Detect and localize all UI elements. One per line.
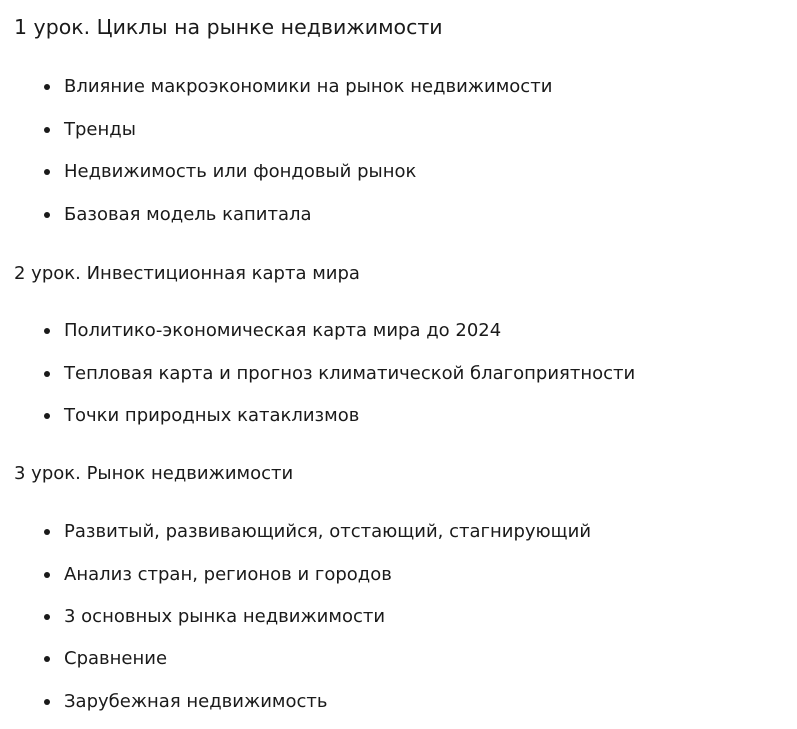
list-item [44,402,359,430]
bullet-icon [44,371,50,377]
list-item-text: Тренды [64,119,136,140]
bullet-icon [44,699,50,705]
list-item [44,645,167,673]
list-item-text: Сравнение [64,648,168,669]
list-item [44,360,635,388]
list-item [44,317,501,345]
list-item-text: 3 основных рынка недвижимости [64,606,386,627]
bullet-icon [44,529,50,535]
list-item-text: Тепловая карта и прогноз климатической благоприятности [64,363,636,384]
list-item-text: Недвижимость или фондовый рынок [64,161,417,182]
bullet-icon [44,212,50,218]
list-item-text: Точки природных катаклизмов [64,405,360,426]
bullet-icon [44,84,50,90]
list-item [44,688,327,716]
bullet-icon [44,127,50,133]
list-item-text: Базовая модель капитала [64,204,312,225]
lesson-title: 2 урок. Инвестиционная карта мира [14,263,360,284]
bullet-icon [44,169,50,175]
list-item [44,518,591,546]
lesson-title: 1 урок. Циклы на рынке недвижимости [14,15,443,39]
bullet-icon [44,413,50,419]
bullet-icon [44,614,50,620]
list-item-text: Анализ стран, регионов и городов [64,564,392,585]
list-item [44,561,392,589]
lesson-title: 3 урок. Рынок недвижимости [14,463,294,484]
list-item-text: Зарубежная недвижимость [64,691,328,712]
bullet-icon [44,572,50,578]
list-item-text: Развитый, развивающийся, отстающий, стагнирующий [64,521,592,542]
list-item [44,158,416,186]
list-item [44,201,312,229]
list-item [44,73,552,101]
list-item-text: Политико-экономическая карта мира до 2024 [64,320,502,341]
list-item [44,116,136,144]
bullet-icon [44,656,50,662]
list-item-text: Влияние макроэкономики на рынок недвижимости [64,76,553,97]
bullet-icon [44,328,50,334]
list-item [44,603,385,631]
